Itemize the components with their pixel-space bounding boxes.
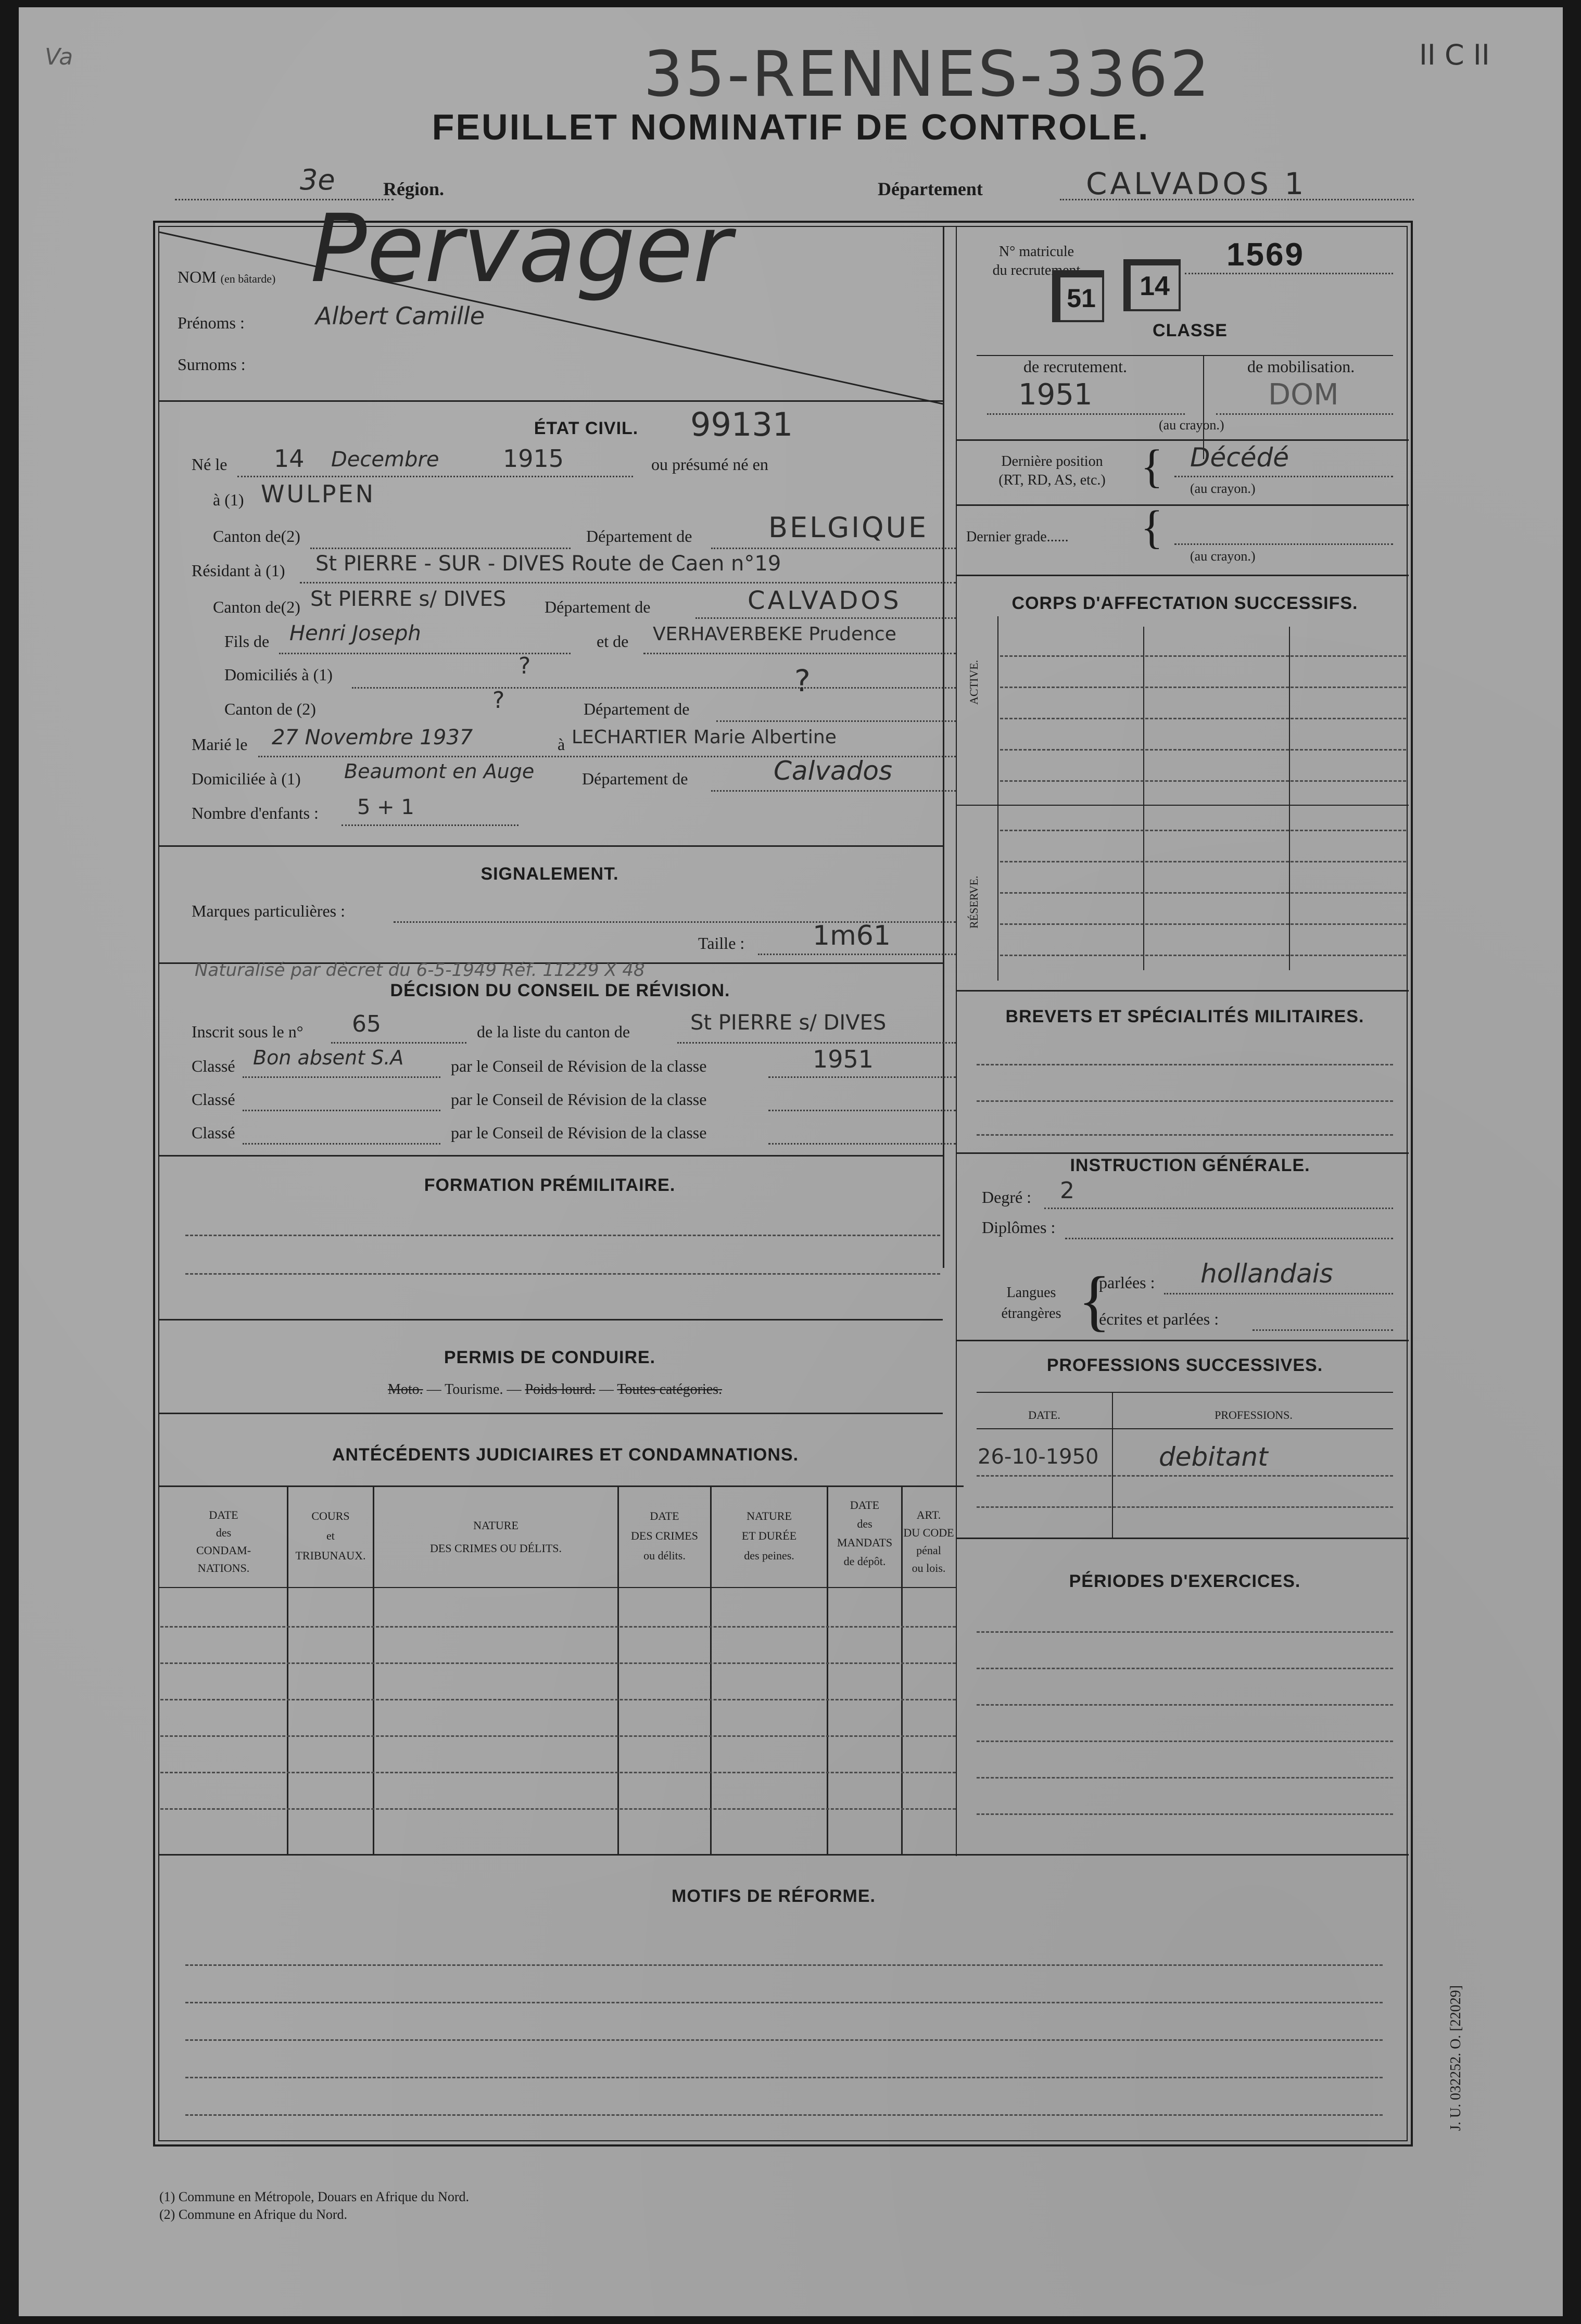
- fils-label: Fils de: [224, 632, 270, 651]
- professions-header: PROFESSIONS.: [1215, 1408, 1293, 1421]
- permis-title: PERMIS DE CONDUIRE.: [444, 1348, 656, 1367]
- canton3-label: Canton de (2): [224, 700, 316, 718]
- footnote-2: (2) Commune en Afrique du Nord.: [159, 2207, 348, 2222]
- matricule-value: 1569: [1226, 237, 1305, 273]
- domiciliee-label: Domiciliée à (1): [192, 769, 301, 788]
- corner-mark-right: II C II: [1419, 39, 1490, 71]
- a-label: à (1): [213, 490, 244, 509]
- classe-mobilisation-value: DOM: [1268, 378, 1339, 412]
- date-header: DATE.: [1028, 1408, 1060, 1421]
- presume-label: ou présumé né en: [651, 455, 768, 474]
- brevets-title: BREVETS ET SPÉCIALITÉS MILITAIRES.: [1005, 1007, 1364, 1026]
- marques-label: Marques particulières :: [192, 901, 345, 920]
- col-date-crimes: DATE DES CRIMES ou délits.: [631, 1509, 698, 1562]
- corps-title: CORPS D'AFFECTATION SUCCESSIFS.: [1011, 593, 1358, 613]
- liste-value: St PIERRE s/ DIVES: [690, 1011, 887, 1035]
- inscrit-value: 65: [352, 1011, 381, 1037]
- region-value: 3e: [300, 163, 335, 196]
- dept3-label: Département de: [584, 700, 690, 718]
- matricule-label: N° matricule du recrutement: [992, 244, 1081, 278]
- par2-label: par le Conseil de Révision de la classe: [451, 1090, 707, 1109]
- fils-value: Henri Joseph: [289, 621, 421, 645]
- dept4-label: Département de: [582, 769, 688, 788]
- domiciliee-value: Beaumont en Auge: [344, 760, 535, 783]
- crayon-note-1: (au crayon.): [1159, 417, 1224, 433]
- signalement-title: SIGNALEMENT.: [480, 864, 619, 884]
- region-label: Région.: [383, 179, 444, 199]
- etat-civil-number: 99131: [690, 405, 793, 443]
- nom-value: Pervager: [310, 195, 732, 303]
- active-label: ACTIVE.: [967, 659, 980, 705]
- form-sheet: [19, 7, 1563, 2316]
- classe1-year: 1951: [813, 1045, 874, 1073]
- taille-label: Taille :: [698, 934, 745, 953]
- par3-label: par le Conseil de Révision de la classe: [451, 1123, 707, 1142]
- prenoms-label: Prénoms :: [178, 313, 245, 332]
- taille-value: 1m61: [813, 920, 891, 951]
- dept3-value: ?: [794, 663, 811, 699]
- footnote-1: (1) Commune en Métropole, Douars en Afrique du Nord.: [159, 2189, 469, 2204]
- dept-label: Département de: [586, 527, 692, 545]
- par1-label: par le Conseil de Révision de la classe: [451, 1057, 707, 1075]
- professions-title: PROFESSIONS SUCCESSIVES.: [1046, 1355, 1323, 1375]
- parlees-label: parlées :: [1099, 1273, 1155, 1292]
- ecrites-label: écrites et parlées :: [1099, 1310, 1219, 1328]
- etat-civil-title: ÉTAT CIVIL.: [534, 418, 639, 438]
- a-value: WULPEN: [261, 480, 375, 508]
- antecedents-title: ANTÉCÉDENTS JUDICIAIRES ET CONDAMNATIONS.: [332, 1445, 799, 1465]
- ne-day: 14: [274, 445, 305, 473]
- col-nature-crimes: NATURE DES CRIMES OU DÉLITS.: [429, 1519, 562, 1555]
- dept2-label: Département de: [545, 598, 651, 616]
- classe1-value: Bon absent S.A: [253, 1046, 404, 1069]
- departement-value: CALVADOS 1: [1086, 166, 1307, 201]
- classe-recrutement-value: 1951: [1018, 378, 1093, 412]
- crayon-note-2: (au crayon.): [1190, 481, 1256, 496]
- side-print-reference: J. U. 032252. O. [22029]: [1448, 1985, 1464, 2131]
- et-de-value: VERHAVERBEKE Prudence: [653, 624, 896, 645]
- inscrit-label: Inscrit sous le n°: [192, 1022, 303, 1041]
- naturalise-note: Naturalisé par décret du 6-5-1949 Réf. 11229 X 48: [195, 960, 645, 981]
- formation-title: FORMATION PRÉMILITAIRE.: [424, 1175, 676, 1195]
- brace-2: {: [1141, 502, 1163, 553]
- classe1-label: Classé: [192, 1057, 235, 1075]
- col-date-condamnations: DATE des CONDAM- NATIONS.: [196, 1508, 251, 1574]
- permis-categories: Moto. — Tourisme. — Poids lourd. — Toutes catégories.: [387, 1381, 723, 1398]
- profession-date: 26-10-1950: [978, 1445, 1099, 1469]
- corner-mark-left: Va: [45, 44, 73, 70]
- et-de-label: et de: [597, 632, 629, 651]
- nom-label: NOM (en bâtarde): [178, 268, 276, 286]
- col-art-code: ART. DU CODE pénal ou lois.: [903, 1508, 954, 1574]
- periodes-title: PÉRIODES D'EXERCICES.: [1069, 1571, 1301, 1591]
- col-nature-peines: NATURE ET DURÉE des peines.: [741, 1509, 797, 1562]
- matricule-stamp-2: 14: [1123, 259, 1181, 311]
- profession-value: debitant: [1159, 1442, 1268, 1472]
- residant-label: Résidant à (1): [192, 561, 285, 580]
- classe2-label: Classé: [192, 1090, 235, 1109]
- crayon-note-3: (au crayon.): [1190, 549, 1256, 564]
- brace-3: {: [1078, 1263, 1111, 1338]
- canton2-label: Canton de(2): [213, 598, 300, 616]
- departement-dotline: [1060, 199, 1414, 200]
- matricule-stamp-1: 51: [1052, 270, 1104, 322]
- domicilies-label: Domiciliés à (1): [224, 665, 333, 684]
- ne-month: Decembre: [331, 448, 439, 472]
- brace-1: {: [1141, 441, 1163, 492]
- dernier-grade-label: Dernier grade......: [966, 529, 1069, 545]
- ne-year: 1915: [503, 445, 564, 473]
- departement-label: Département: [878, 179, 983, 199]
- classe-mobilisation-label: de mobilisation.: [1247, 357, 1355, 376]
- liste-label: de la liste du canton de: [477, 1022, 630, 1041]
- motifs-title: MOTIFS DE RÉFORME.: [672, 1886, 876, 1906]
- surnoms-label: Surnoms :: [178, 355, 246, 374]
- canton2-value: St PIERRE s/ DIVES: [310, 587, 507, 611]
- form-title: FEUILLET NOMINATIF DE CONTROLE.: [432, 107, 1150, 147]
- domicilies-value: ?: [518, 653, 531, 679]
- canton3-value: ?: [492, 687, 505, 714]
- langues-label: Langues étrangères: [1001, 1285, 1061, 1322]
- marie-spouse: LECHARTIER Marie Albertine: [572, 727, 837, 748]
- reserve-label: RÉSERVE.: [967, 875, 980, 929]
- dept-value: BELGIQUE: [768, 511, 929, 544]
- classe3-label: Classé: [192, 1123, 235, 1142]
- degre-label: Degré :: [982, 1188, 1032, 1207]
- marie-a: à: [558, 735, 565, 754]
- parlees-value: hollandais: [1200, 1259, 1333, 1289]
- dept2-value: CALVADOS: [748, 586, 902, 615]
- canton-label: Canton de(2): [213, 527, 300, 545]
- archive-reference: 35-RENNES-3362: [643, 39, 1212, 111]
- prenoms-value: Albert Camille: [315, 302, 485, 330]
- residant-value: St PIERRE - SUR - DIVES Route de Caen n°19: [315, 552, 781, 576]
- decision-title: DÉCISION DU CONSEIL DE RÉVISION.: [390, 981, 730, 1000]
- col-mandats: DATE des MANDATS de dépôt.: [837, 1498, 893, 1568]
- enfants-label: Nombre d'enfants :: [192, 804, 319, 822]
- instruction-title: INSTRUCTION GÉNÉRALE.: [1070, 1155, 1310, 1175]
- diplomes-label: Diplômes :: [982, 1218, 1056, 1237]
- derniere-position-value: Décédé: [1190, 442, 1289, 473]
- classe-recrutement-label: de recrutement.: [1023, 357, 1127, 376]
- classe-title: CLASSE: [1153, 321, 1228, 340]
- dept4-value: Calvados: [774, 756, 893, 786]
- marie-label: Marié le: [192, 735, 248, 754]
- derniere-position-label: Dernière position (RT, RD, AS, etc.): [998, 453, 1106, 488]
- degre-value: 2: [1060, 1177, 1074, 1204]
- enfants-value: 5 + 1: [357, 795, 414, 819]
- ne-le-label: Né le: [192, 455, 227, 474]
- col-cours: COURS et TRIBUNAUX.: [295, 1509, 366, 1562]
- marie-value: 27 Novembre 1937: [272, 726, 473, 750]
